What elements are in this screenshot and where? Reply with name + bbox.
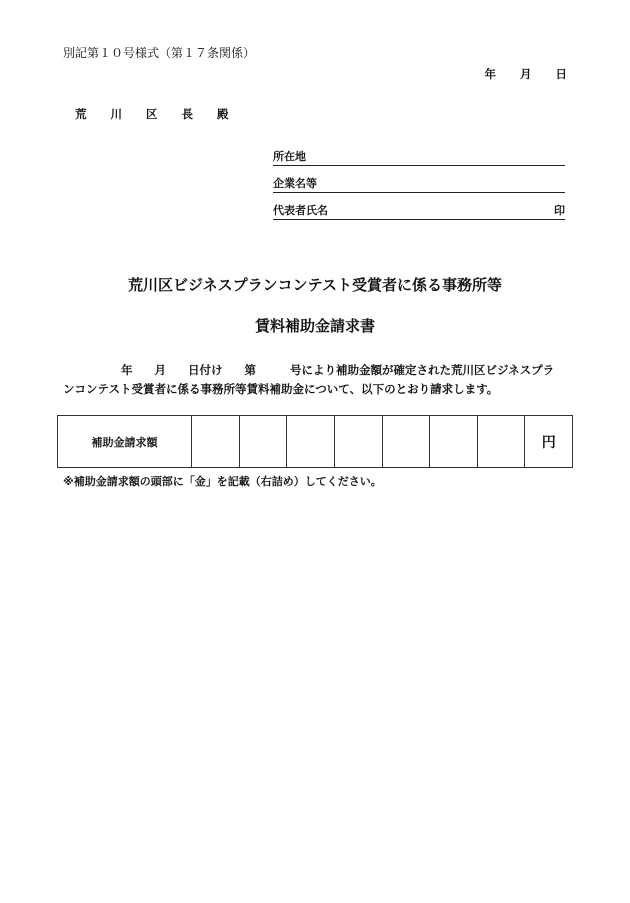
body-line-1-rest: 号により補助金額が確定された荒川区ビジネスプラ — [290, 363, 555, 377]
body-text-line-2: ンコンテスト受賞者に係る事務所等賃料補助金について、以下のとおり請求します。 — [63, 382, 499, 396]
body-month: 月 — [154, 363, 166, 377]
body-day-dated: 日付け — [188, 363, 223, 377]
body-text-line-1 — [63, 362, 554, 378]
amount-row — [58, 416, 573, 468]
representative-name-field[interactable] — [273, 205, 565, 220]
instruction-note: ※補助金請求額の頭部に「金」を記載（右詰め）してください。 — [63, 475, 382, 488]
amount-table — [57, 415, 573, 468]
body-year: 年 — [121, 363, 133, 377]
address-field[interactable] — [273, 151, 565, 166]
representative-name-label: 代表者氏名 — [273, 204, 328, 217]
body-number-prefix: 第 — [244, 363, 256, 377]
address-label: 所在地 — [273, 150, 306, 163]
document-title-line-2: 賃料補助金請求書 — [254, 317, 375, 335]
amount-digit-cell[interactable] — [334, 416, 382, 468]
amount-digit-cell[interactable] — [192, 416, 240, 468]
amount-digit-cell[interactable] — [477, 416, 525, 468]
amount-digit-cell[interactable] — [430, 416, 478, 468]
company-name-label: 企業名等 — [273, 177, 317, 190]
form-number: 別記第１０号様式（第１７条関係） — [63, 46, 256, 60]
request-date — [485, 66, 568, 82]
company-name-field[interactable] — [273, 178, 565, 193]
amount-label: 補助金請求額 — [58, 416, 192, 468]
date-day: 日 — [555, 67, 567, 81]
amount-digit-cell[interactable] — [382, 416, 430, 468]
amount-digit-cell[interactable] — [287, 416, 335, 468]
date-month: 月 — [520, 67, 532, 81]
yen-unit: 円 — [525, 416, 573, 468]
document-title-line-1: 荒川区ビジネスプランコンテスト受賞者に係る事務所等 — [128, 276, 502, 294]
date-year: 年 — [484, 67, 496, 81]
addressee: 荒 川 区 長 殿 — [75, 107, 239, 121]
seal-mark: 印 — [554, 204, 565, 217]
amount-digit-cell[interactable] — [239, 416, 287, 468]
